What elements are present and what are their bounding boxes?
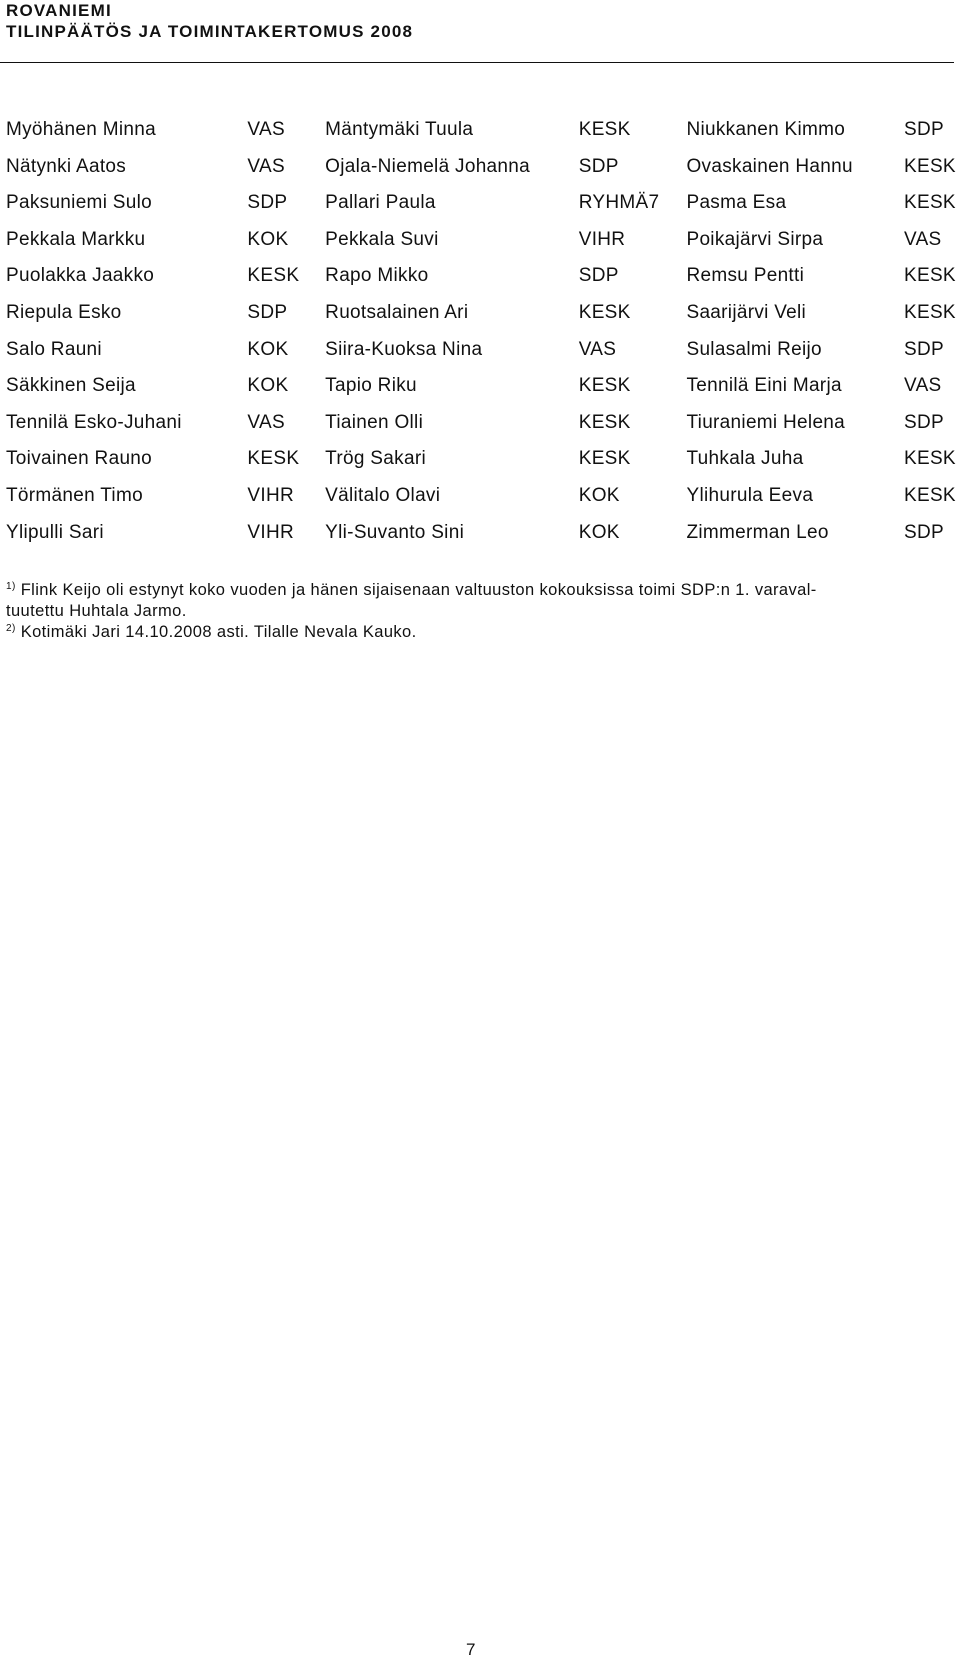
member-party: KESK	[904, 448, 956, 470]
header-report-title: TILINPÄÄTÖS JA TOIMINTAKERTOMUS 2008	[6, 22, 414, 41]
member-name: Ylihurula Eeva	[686, 484, 814, 506]
member-name: Paksuniemi Sulo	[6, 192, 153, 214]
member-name: Nätynki Aatos	[6, 155, 127, 177]
member-party: VIHR	[247, 521, 295, 543]
member-name: Pasma Esa	[686, 192, 787, 214]
member-name: Puolakka Jaakko	[6, 265, 155, 287]
member-party: SDP	[578, 265, 619, 287]
member-party: KESK	[578, 448, 631, 470]
table-row	[6, 441, 960, 478]
member-name: Trög Sakari	[325, 448, 426, 470]
member-name: Tennilä Esko-Juhani	[6, 411, 182, 433]
table-row	[6, 478, 960, 515]
table-row	[6, 332, 960, 369]
footnote-text-continued: tuutettu Huhtala Jarmo.	[6, 602, 187, 620]
member-party: SDP	[578, 155, 619, 177]
member-party: KOK	[578, 484, 620, 506]
member-party: KESK	[247, 448, 300, 470]
footnote-text: Flink Keijo oli estynyt koko vuoden ja hänen sijaisenaan valtuuston kokouksissa toimi SDP:n 1. varaval-	[20, 581, 817, 599]
member-name: Tennilä Eini Marja	[686, 375, 842, 397]
member-name: Pekkala Suvi	[325, 228, 439, 250]
member-party: SDP	[904, 411, 944, 433]
member-name: Ovaskainen Hannu	[686, 155, 853, 177]
member-name: Poikajärvi Sirpa	[686, 228, 824, 250]
member-name: Siira-Kuoksa Nina	[325, 338, 483, 360]
member-party: KOK	[578, 521, 620, 543]
member-name: Myöhänen Minna	[6, 119, 156, 140]
member-party: RYHMÄ7	[578, 192, 660, 214]
member-name: Tuhkala Juha	[686, 448, 804, 470]
footnote-1	[6, 580, 946, 622]
member-party: KOK	[247, 338, 289, 360]
member-name: Remsu Pentti	[686, 265, 805, 287]
member-name: Tapio Riku	[325, 375, 417, 397]
table-row	[6, 185, 960, 222]
member-party: KESK	[904, 484, 956, 506]
table-row	[6, 515, 960, 552]
member-party: VAS	[578, 338, 617, 360]
member-party: VAS	[247, 411, 285, 433]
member-name: Salo Rauni	[6, 338, 102, 360]
member-party: KESK	[904, 265, 956, 287]
header-city: ROVANIEMI	[6, 1, 112, 20]
footnote-text: Kotimäki Jari 14.10.2008 asti. Tilalle Nevala Kauko.	[20, 623, 417, 641]
page-header	[6, 0, 954, 42]
header-divider	[0, 62, 954, 63]
member-party: VAS	[247, 119, 285, 140]
table-row	[6, 405, 960, 442]
member-party: SDP	[904, 338, 944, 360]
footnote-marker: 2)	[6, 623, 16, 634]
member-name: Pallari Paula	[325, 192, 436, 214]
member-name: Tiuraniemi Helena	[686, 411, 846, 433]
council-members-table	[6, 112, 960, 551]
member-name: Toivainen Rauno	[6, 448, 153, 470]
member-party: SDP	[247, 192, 288, 214]
table-row	[6, 149, 960, 186]
table-row	[6, 112, 960, 149]
member-party: KESK	[247, 265, 300, 287]
member-name: Zimmerman Leo	[686, 521, 829, 543]
member-party: KESK	[904, 192, 956, 214]
member-party: VAS	[904, 375, 942, 397]
table-row	[6, 295, 960, 332]
member-name: Ruotsalainen Ari	[325, 301, 469, 323]
footnotes	[6, 580, 946, 643]
member-name: Ojala-Niemelä Johanna	[325, 155, 531, 177]
member-party: KESK	[578, 411, 631, 433]
table-row	[6, 368, 960, 405]
member-name: Riepula Esko	[6, 301, 122, 323]
member-party: SDP	[247, 301, 288, 323]
member-name: Tiainen Olli	[325, 411, 424, 433]
member-party: VIHR	[578, 228, 626, 250]
member-party: SDP	[904, 119, 944, 140]
table-row	[6, 222, 960, 259]
member-name: Mäntymäki Tuula	[325, 119, 474, 140]
page-number: 7	[466, 1640, 476, 1659]
member-name: Yli-Suvanto Sini	[325, 521, 465, 543]
member-party: KESK	[578, 301, 631, 323]
member-name: Törmänen Timo	[6, 484, 143, 506]
member-name: Pekkala Markku	[6, 228, 146, 250]
member-party: VAS	[247, 155, 285, 177]
member-party: VIHR	[247, 484, 295, 506]
member-name: Saarijärvi Veli	[686, 301, 807, 323]
footnote-marker: 1)	[6, 581, 16, 592]
member-name: Ylipulli Sari	[6, 521, 104, 543]
member-name: Välitalo Olavi	[325, 484, 441, 506]
member-party: KESK	[904, 155, 956, 177]
footnote-2	[6, 622, 946, 643]
member-party: KOK	[247, 228, 289, 250]
member-name: Niukkanen Kimmo	[686, 119, 846, 140]
member-party: SDP	[904, 521, 944, 543]
table-row	[6, 258, 960, 295]
council-members-body	[6, 112, 960, 551]
member-party: VAS	[904, 228, 942, 250]
member-name: Sulasalmi Reijo	[686, 338, 822, 360]
member-party: KESK	[904, 301, 956, 323]
member-name: Säkkinen Seija	[6, 375, 136, 397]
member-party: KESK	[578, 119, 631, 140]
member-name: Rapo Mikko	[325, 265, 429, 287]
member-party: KOK	[247, 375, 289, 397]
member-party: KESK	[578, 375, 631, 397]
